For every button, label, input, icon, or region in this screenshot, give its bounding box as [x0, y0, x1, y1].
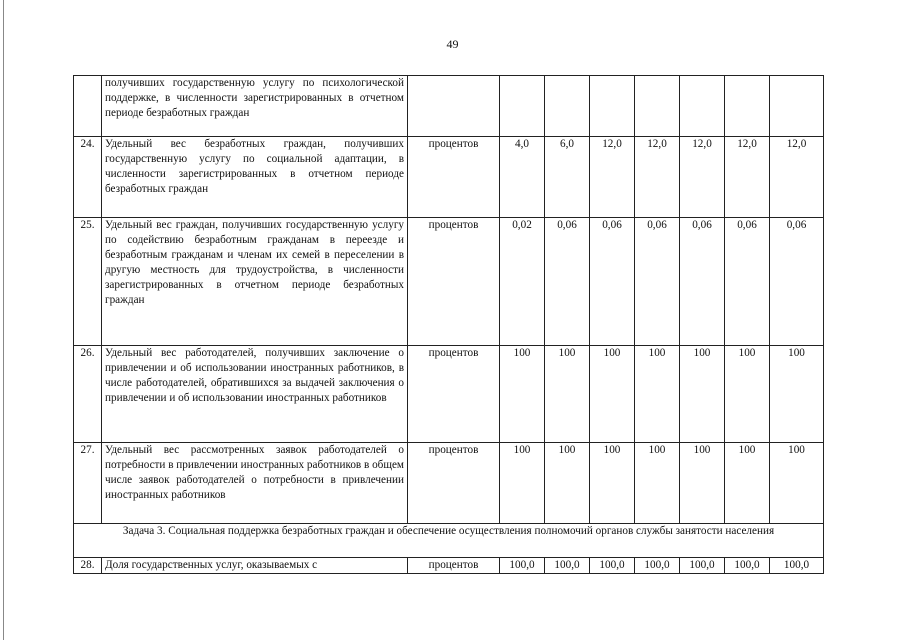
value-cell: 0,06: [680, 218, 725, 346]
task-heading-row: [74, 524, 824, 558]
value-cell: 100,0: [680, 558, 725, 574]
unit-cell: процентов: [408, 443, 500, 524]
indicator-table: [73, 75, 824, 574]
value-cell: [545, 76, 590, 137]
unit-cell: процентов: [408, 137, 500, 218]
value-cell: 12,0: [635, 137, 680, 218]
value-cell: 0,06: [635, 218, 680, 346]
value-cell: 0,06: [590, 218, 635, 346]
row-number: 25.: [74, 218, 102, 346]
value-cell: 100,0: [770, 558, 824, 574]
unit-cell: процентов: [408, 218, 500, 346]
table-row: [74, 558, 824, 574]
value-cell: 12,0: [725, 137, 770, 218]
value-cell: 100: [590, 346, 635, 443]
value-cell: 0,06: [545, 218, 590, 346]
value-cell: 100: [770, 443, 824, 524]
table-row: [74, 443, 824, 524]
value-cell: 0,06: [725, 218, 770, 346]
indicator-name: получивших государственную услугу по психологической поддержке, в численности зарегистрированных в отчетном периоде безработных граждан: [102, 76, 408, 137]
value-cell: [680, 76, 725, 137]
table-row: [74, 346, 824, 443]
page-number: 49: [446, 37, 459, 51]
value-cell: 100: [635, 346, 680, 443]
row-number: 24.: [74, 137, 102, 218]
table-row: [74, 137, 824, 218]
value-cell: [635, 76, 680, 137]
value-cell: [770, 76, 824, 137]
unit-cell: процентов: [408, 346, 500, 443]
value-cell: [725, 76, 770, 137]
indicator-name: Удельный вес рассмотренных заявок работодателей о потребности в привлечении иностранных работников в общем числе заявок работодателей о потребности в привлечении иностранных работников: [102, 443, 408, 524]
value-cell: 100: [725, 346, 770, 443]
value-cell: 12,0: [680, 137, 725, 218]
row-number: 27.: [74, 443, 102, 524]
indicator-name: Доля государственных услуг, оказываемых с: [102, 558, 408, 574]
value-cell: 0,06: [770, 218, 824, 346]
value-cell: 100: [680, 443, 725, 524]
unit-cell: [408, 76, 500, 137]
row-number: 26.: [74, 346, 102, 443]
value-cell: 100,0: [635, 558, 680, 574]
indicator-name: Удельный вес безработных граждан, получивших государственную услугу по социальной адаптации, в численности зарегистрированных в отчетном периоде безработных граждан: [102, 137, 408, 218]
value-cell: 100,0: [500, 558, 545, 574]
value-cell: [500, 76, 545, 137]
value-cell: 100: [725, 443, 770, 524]
value-cell: 100: [770, 346, 824, 443]
row-number: 28.: [74, 558, 102, 574]
value-cell: 100,0: [725, 558, 770, 574]
unit-cell: процентов: [408, 558, 500, 574]
table-row: [74, 76, 824, 137]
value-cell: 100: [500, 346, 545, 443]
value-cell: 100: [500, 443, 545, 524]
row-number: [74, 76, 102, 137]
value-cell: 100,0: [545, 558, 590, 574]
value-cell: 12,0: [590, 137, 635, 218]
table-row: [74, 218, 824, 346]
page-edge-rule: [3, 0, 4, 640]
value-cell: 100: [545, 346, 590, 443]
value-cell: [590, 76, 635, 137]
indicator-name: Удельный вес работодателей, получивших заключение о привлечении и об использовании иностранных работников, в числе работодателей, обратившихся за выдачей заключения о привлечении и об использовании иностранных работников: [102, 346, 408, 443]
value-cell: 0,02: [500, 218, 545, 346]
task-heading: Задача 3. Социальная поддержка безработных граждан и обеспечение осуществления полномочий органов службы занятости населения: [74, 524, 824, 558]
value-cell: 100: [545, 443, 590, 524]
value-cell: 100: [590, 443, 635, 524]
value-cell: 100,0: [590, 558, 635, 574]
value-cell: 12,0: [770, 137, 824, 218]
value-cell: 4,0: [500, 137, 545, 218]
value-cell: 100: [680, 346, 725, 443]
value-cell: 6,0: [545, 137, 590, 218]
indicator-name: Удельный вес граждан, получивших государственную услугу по содействию безработным гражданам в переезде и безработным гражданам и членам их семей в переселении в другую местность для трудоустройства, в численности зарегистрированных в отчетном периоде безработных граждан: [102, 218, 408, 346]
value-cell: 100: [635, 443, 680, 524]
